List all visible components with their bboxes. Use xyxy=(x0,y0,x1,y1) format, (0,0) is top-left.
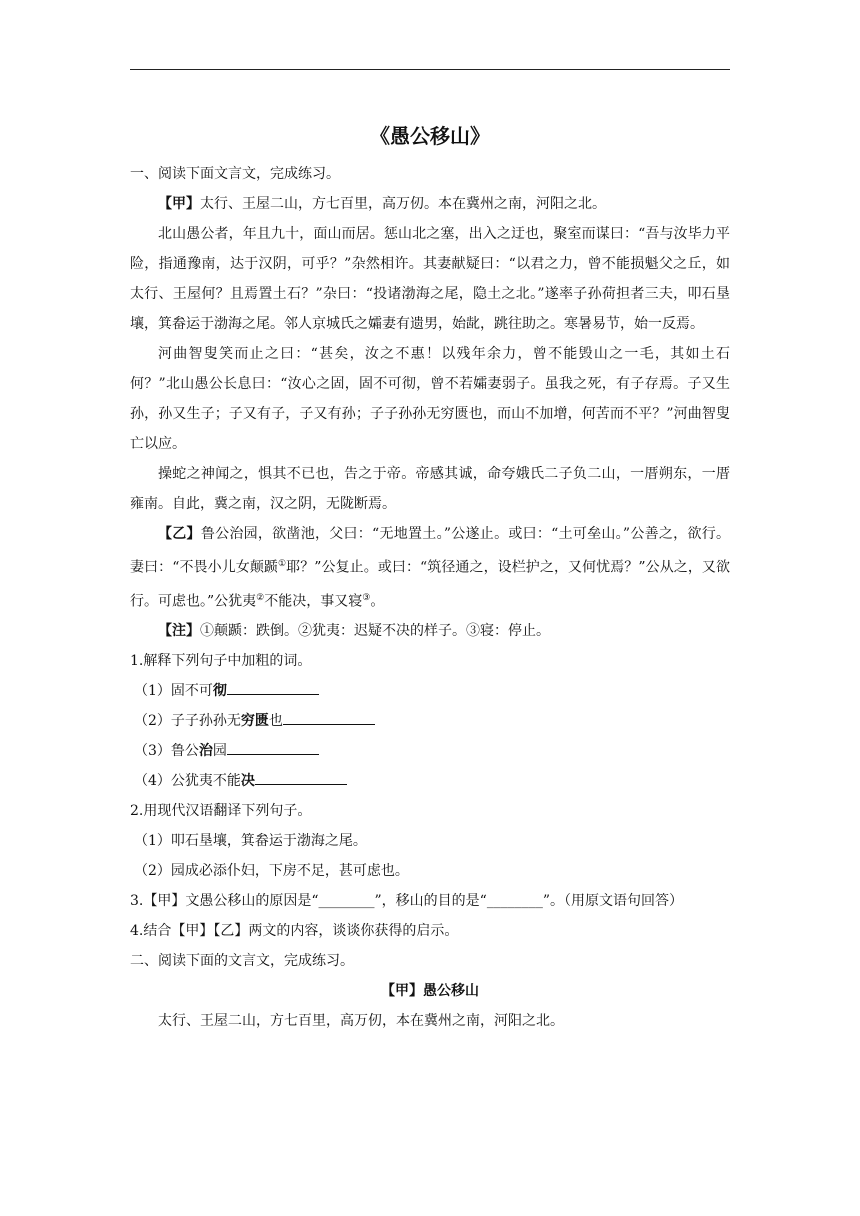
question-2: 2.用现代汉语翻译下列句子。 xyxy=(130,803,312,820)
yi-text-d: 。 xyxy=(370,593,385,610)
answer-blank[interactable] xyxy=(255,768,347,785)
answer-blank[interactable] xyxy=(283,708,375,725)
yi-paragraph xyxy=(130,519,730,616)
jia-paragraph-4: 操蛇之神闻之，惧其不已也，告之于帝。帝感其诚，命夸娥氏二子负二山，一厝朔东，一厝雍南。自此，冀之南，汉之阴，无陇断焉。 xyxy=(130,466,730,512)
footnote-marker-3: ③ xyxy=(362,592,371,603)
footnote-marker-1: ① xyxy=(277,559,287,569)
q1-2-text-post: 也 xyxy=(268,713,283,730)
yi-tag: 【乙】 xyxy=(158,526,201,542)
section1-heading: 一、阅读下面文言文，完成练习。 xyxy=(130,166,340,182)
note-text: ①颠踬：跌倒。②犹夷：迟疑不决的样子。③寝：停止。 xyxy=(200,623,550,640)
note-line xyxy=(130,616,730,646)
q1-3-text-post: 园 xyxy=(212,743,227,760)
jia-tag: 【甲】 xyxy=(158,196,200,212)
question-1-item-1 xyxy=(130,676,730,706)
q1-2-bold-word: 穷匮 xyxy=(240,713,269,730)
q1-1-bold-word: 彻 xyxy=(212,683,227,700)
document-title: 《愚公移山》 xyxy=(370,124,490,148)
q1-3-bold-word: 治 xyxy=(198,743,213,760)
question-1-item-3 xyxy=(130,736,730,766)
q1-4-text: （4）公犹夷不能 xyxy=(134,773,241,790)
question-2-item-1: （1）叩石垦壤，箕畚运于渤海之尾。 xyxy=(134,833,367,850)
jia-p1-text: 太行、王屋二山，方七百里，高万仞。本在冀州之南，河阳之北。 xyxy=(200,196,606,212)
yi-text-c: 不能决，事又寝 xyxy=(264,593,363,610)
q1-3-text: （3）鲁公 xyxy=(134,743,199,760)
section2-subtitle: 【甲】愚公移山 xyxy=(381,983,479,1000)
section2-paragraph-1: 太行、王屋二山，方七百里，高万仞，本在冀州之南，河阳之北。 xyxy=(158,1013,564,1030)
yi-text-b: 耶？”公复止。或曰：“筑径通之，设栏护之，又何忧焉？”公从之，又欲行。可虑也。”公犹夷 xyxy=(130,559,730,610)
q1-2-text: （2）子子孙孙无 xyxy=(134,713,241,730)
jia-paragraph-3: 河曲智叟笑而止之曰：“甚矣，汝之不惠！以残年余力，曾不能毁山之一毛，其如土石何？”北山愚公长息曰：“汝心之固，固不可彻，曾不若孀妻弱子。虽我之死，有子存焉。子又生孙，孙又生子；子又有子，子又有孙；子子孙孙无穷匮也，而山不加增，何苦而不平？”河曲智叟亡以应。 xyxy=(130,346,730,452)
question-2-item-2: （2）园成必添仆妇，下房不足，甚可虑也。 xyxy=(134,863,409,880)
header-rule xyxy=(130,69,730,70)
question-1-item-2 xyxy=(130,706,730,736)
question-1-item-4 xyxy=(130,766,730,796)
note-tag: 【注】 xyxy=(158,623,200,640)
q1-4-bold-word: 决 xyxy=(240,773,255,790)
answer-blank[interactable] xyxy=(227,678,319,695)
question-1: 1.解释下列句子中加粗的词。 xyxy=(130,653,312,670)
section2-heading: 二、阅读下面的文言文，完成练习。 xyxy=(130,953,354,970)
question-4: 4.结合【甲】【乙】两文的内容，谈谈你获得的启示。 xyxy=(130,923,459,940)
jia-paragraph-2: 北山愚公者，年且九十，面山而居。惩山北之塞，出入之迂也，聚室而谋曰：“吾与汝毕力平险，指通豫南，达于汉阴，可乎？”杂然相许。其妻献疑曰：“以君之力，曾不能损魁父之丘，如太行、王屋何？且焉置土石？”杂曰：“投诸渤海之尾，隐土之北。”遂率子孙荷担者三夫，叩石垦壤，箕畚运于渤海之尾。邻人京城氏之孀妻有遗男，始龀，跳往助之。寒暑易节，始一反焉。 xyxy=(130,226,730,332)
question-3: 3.【甲】文愚公移山的原因是“________”，移山的目的是“________”。（用原文语句回答） xyxy=(130,893,683,910)
document-page xyxy=(130,120,730,1036)
q1-1-text: （1）固不可 xyxy=(134,683,213,700)
jia-paragraph-1 xyxy=(130,189,730,219)
footnote-marker-2: ② xyxy=(256,592,265,603)
answer-blank[interactable] xyxy=(227,738,319,755)
yi-text-a: 鲁公治园，欲凿池，父曰：“无地置土。”公遂止。或曰：“土可垒山。”公善之，欲行。妻曰：“不畏小儿女颠踬 xyxy=(130,526,730,576)
